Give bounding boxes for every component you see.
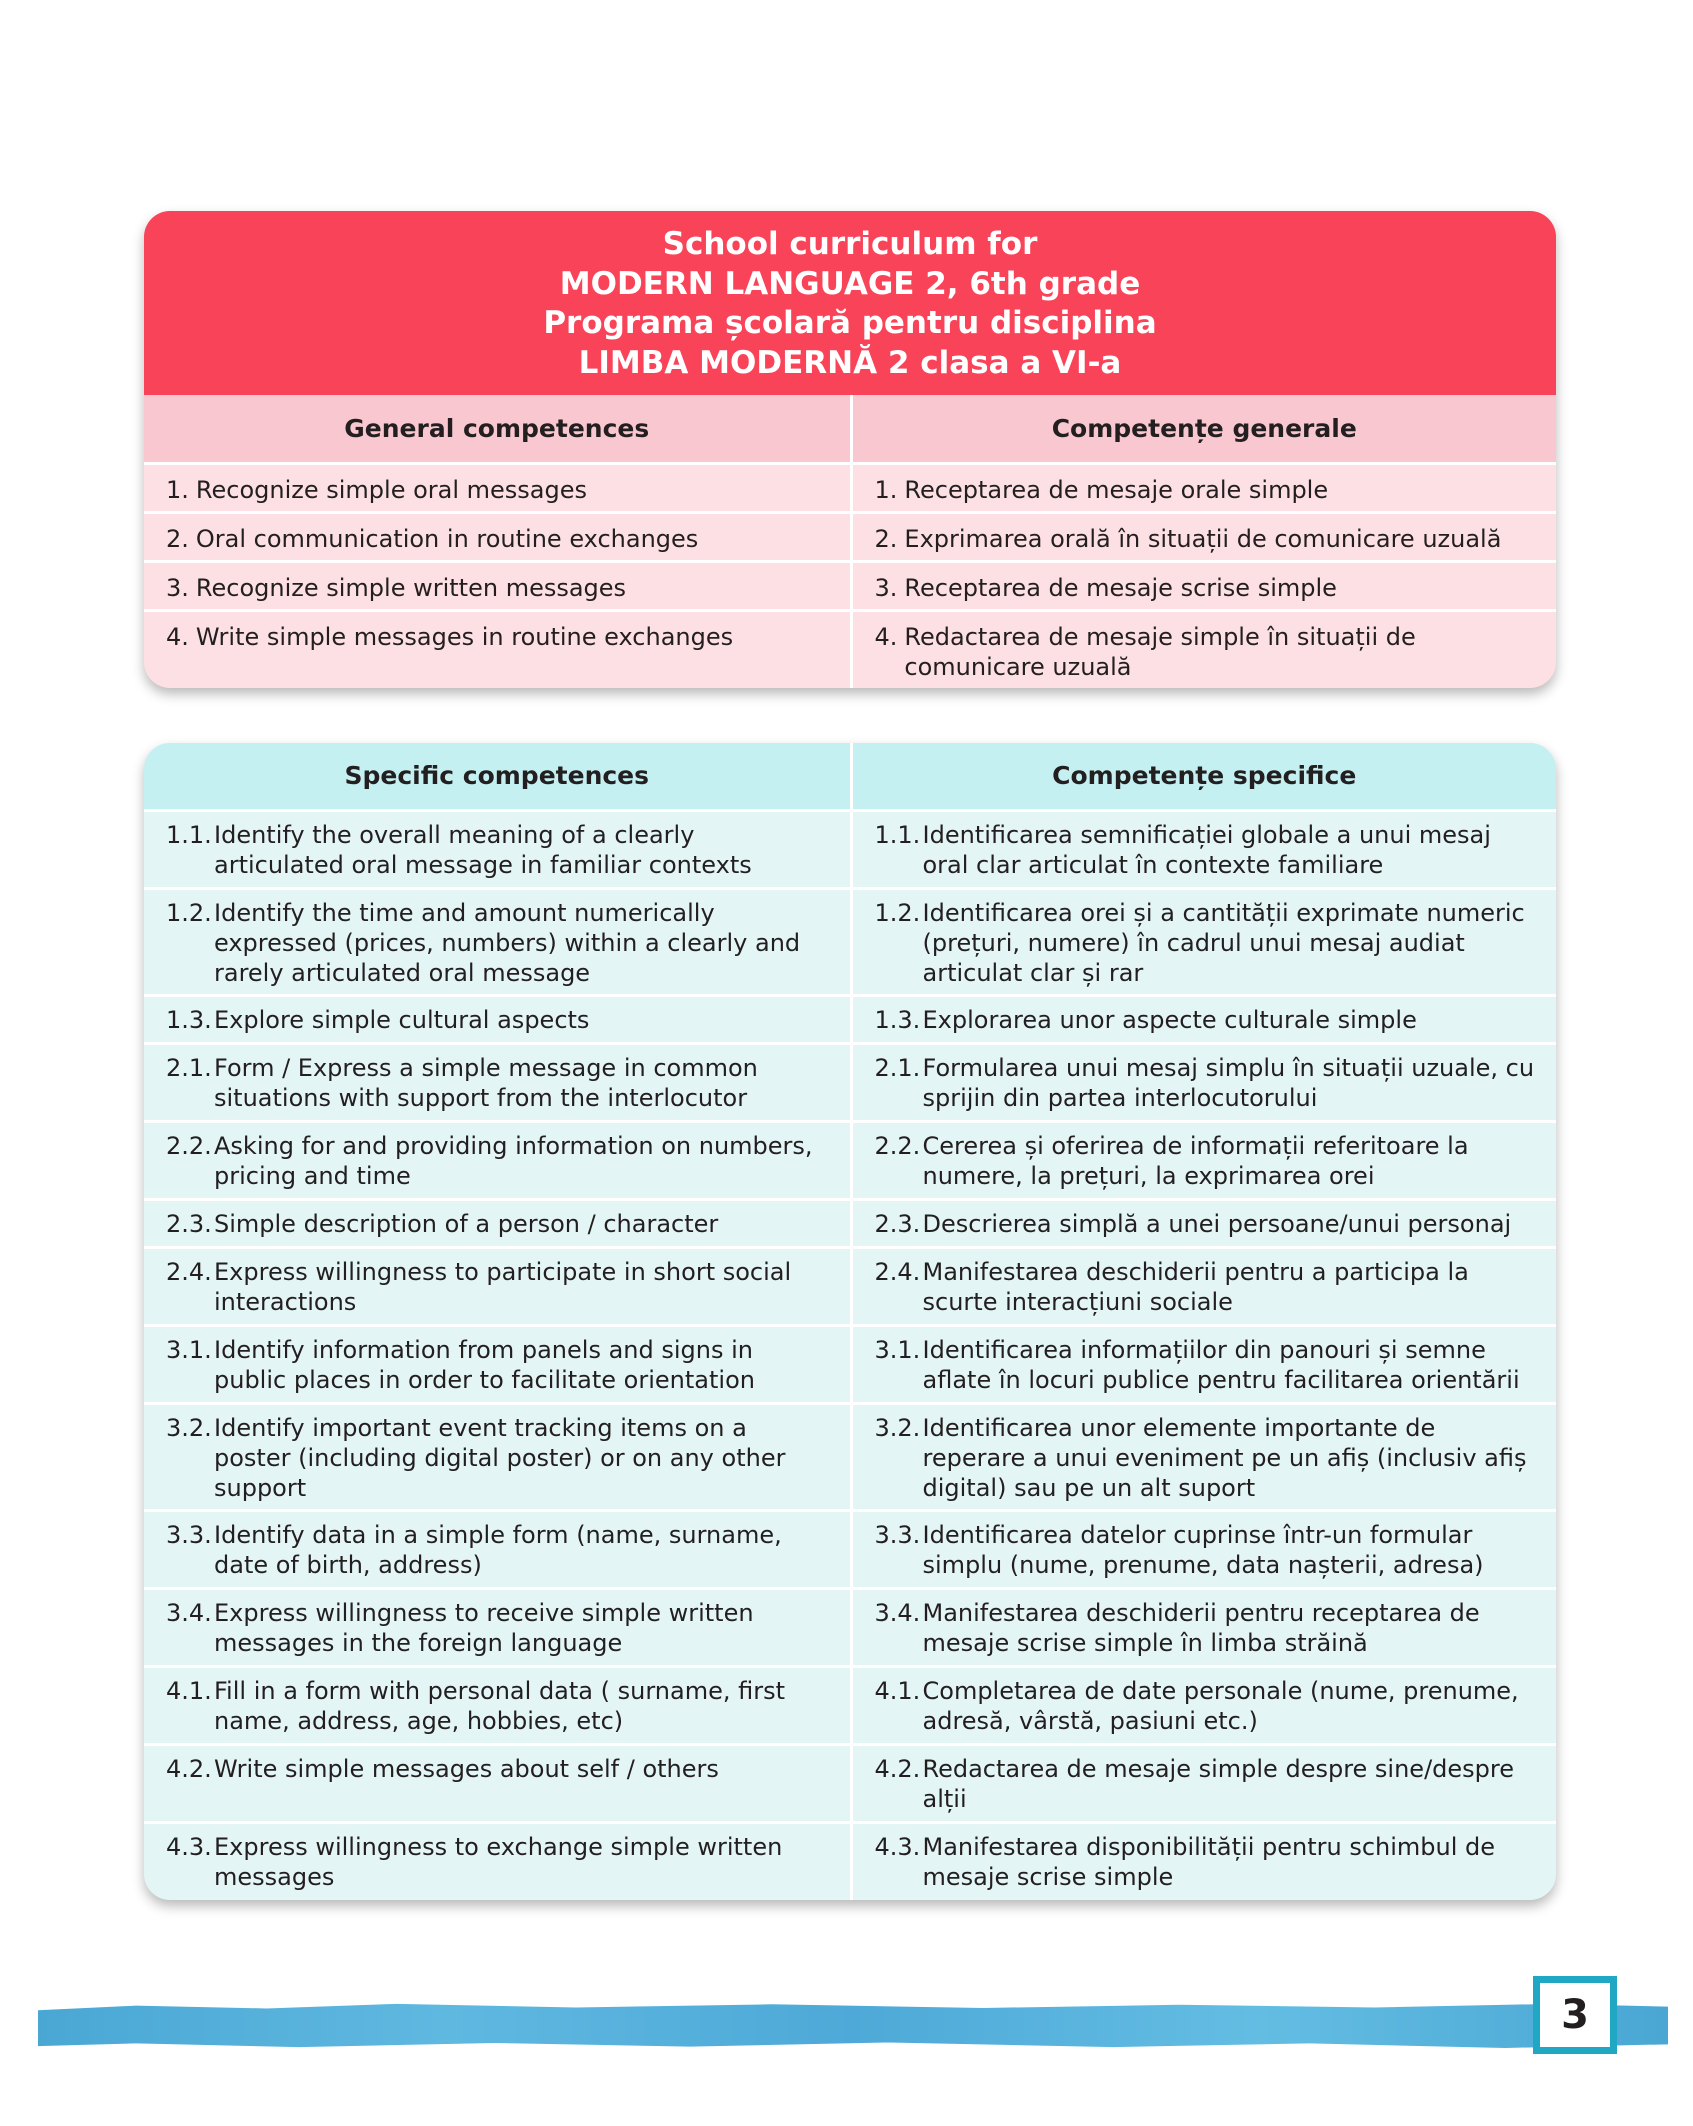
competence-ro: Descrierea simplă a unei persoane/unui personaj: [922, 1209, 1512, 1238]
item-number: 2.4.: [166, 1257, 212, 1286]
page-number-box: [1533, 1976, 1617, 2054]
item-number: 1.: [874, 475, 898, 504]
competence-ro: Identificarea semnificației globale a unui mesaj oral clar articulat în contexte familiare: [922, 820, 1491, 879]
item-number: 3.3.: [166, 1520, 212, 1549]
item-number: 2.2.: [166, 1131, 212, 1160]
item-number: 2.1.: [166, 1053, 212, 1082]
item-number: 3.: [874, 573, 898, 602]
competence-ro: Receptarea de mesaje orale simple: [904, 475, 1329, 504]
competence-ro: Identificarea unor elemente importante de reperare a unui eveniment pe un afiș (inclusiv afiș digital) sau pe un alt suport: [922, 1413, 1527, 1502]
item-number: 2.: [166, 524, 189, 553]
item-number: 1.1.: [874, 820, 921, 849]
column-header-ro: Competențe generale: [851, 395, 1556, 463]
item-number: 1.1.: [166, 820, 212, 849]
item-number: 4.1.: [166, 1676, 212, 1705]
title-line: School curriculum for: [662, 226, 1038, 262]
competence-en: Identify data in a simple form (name, surname, date of birth, address): [214, 1520, 782, 1579]
competence-ro: Identificarea orei și a cantității exprimate numeric (prețuri, numere) în cadrul unui mesaj audiat articulat clar și rar: [922, 898, 1525, 987]
competence-ro: Identificarea datelor cuprinse într-un formular simplu (nume, prenume, data nașterii, adresa): [922, 1520, 1484, 1579]
table-row: [144, 1403, 1556, 1510]
table-row: [144, 1744, 1556, 1822]
competence-en: Recognize simple oral messages: [195, 475, 588, 504]
specific-competences-card: [144, 743, 1556, 1900]
table-row: [144, 1510, 1556, 1588]
general-competences-table: [144, 395, 1556, 688]
column-header-en: General competences: [144, 395, 851, 463]
table-row: [144, 561, 1556, 610]
item-number: 3.1.: [874, 1335, 921, 1364]
item-number: 3.2.: [874, 1413, 921, 1442]
title-line: Programa școlară pentru disciplina: [543, 305, 1157, 341]
item-number: 3.1.: [166, 1335, 212, 1364]
table-row: [144, 1325, 1556, 1403]
item-number: 1.2.: [874, 898, 921, 927]
table-row: [144, 888, 1556, 995]
table-row: [144, 463, 1556, 512]
competence-ro: Explorarea unor aspecte culturale simple: [922, 1005, 1417, 1034]
general-competences-card: [144, 211, 1556, 688]
competence-en: Recognize simple written messages: [195, 573, 627, 602]
item-number: 2.: [874, 524, 898, 553]
competence-ro: Exprimarea orală în situații de comunicare uzuală: [904, 524, 1502, 553]
competence-en: Write simple messages about self / others: [214, 1754, 719, 1783]
competence-en: Identify the overall meaning of a clearly articulated oral message in familiar contexts: [214, 820, 752, 879]
title-line: MODERN LANGUAGE 2, 6th grade: [559, 265, 1141, 302]
item-number: 2.3.: [874, 1209, 921, 1238]
item-number: 1.2.: [166, 898, 212, 927]
table-row: [144, 1121, 1556, 1199]
table-row: [144, 1588, 1556, 1666]
table-row: [144, 1247, 1556, 1325]
item-number: 1.3.: [874, 1005, 921, 1034]
table-row: [144, 1822, 1556, 1900]
competence-en: Write simple messages in routine exchanges: [195, 622, 734, 651]
item-number: 3.4.: [166, 1598, 212, 1627]
table-row: [144, 512, 1556, 561]
item-number: 4.3.: [166, 1832, 212, 1861]
title-line: LIMBA MODERNĂ 2 clasa a VI-a: [578, 344, 1122, 381]
table-row: [144, 1199, 1556, 1247]
item-number: 4.1.: [874, 1676, 921, 1705]
competence-ro: Manifestarea deschiderii pentru a participa la scurte interacțiuni sociale: [922, 1257, 1469, 1316]
competence-en: Fill in a form with personal data ( surname, first name, address, age, hobbies, etc): [214, 1676, 785, 1735]
competence-en: Oral communication in routine exchanges: [195, 524, 699, 553]
competence-ro: Manifestarea disponibilității pentru schimbul de mesaje scrise simple: [922, 1832, 1496, 1891]
item-number: 1.: [166, 475, 189, 504]
competence-en: Express willingness to participate in short social interactions: [214, 1257, 792, 1316]
item-number: 3.4.: [874, 1598, 921, 1627]
competence-en: Simple description of a person / character: [214, 1209, 719, 1238]
competence-ro: Redactarea de mesaje simple despre sine/despre alții: [922, 1754, 1515, 1813]
column-header-en: Specific competences: [144, 743, 851, 810]
item-number: 3.: [166, 573, 189, 602]
competence-ro: Manifestarea deschiderii pentru receptarea de mesaje scrise simple în limba străină: [922, 1598, 1480, 1657]
item-number: 4.2.: [166, 1754, 212, 1783]
table-row: [144, 810, 1556, 888]
competence-en: Form / Express a simple message in common situations with support from the interlocutor: [214, 1053, 758, 1112]
competence-en: Asking for and providing information on numbers, pricing and time: [214, 1131, 813, 1190]
item-number: 4.3.: [874, 1832, 921, 1861]
competence-ro: Redactarea de mesaje simple în situații de comunicare uzuală: [904, 622, 1416, 681]
item-number: 2.1.: [874, 1053, 921, 1082]
item-number: 2.2.: [874, 1131, 921, 1160]
table-row: [144, 610, 1556, 688]
table-row: [144, 995, 1556, 1043]
table-row: [144, 1043, 1556, 1121]
item-number: 1.3.: [166, 1005, 212, 1034]
table-row: [144, 1666, 1556, 1744]
competence-ro: Cererea și oferirea de informații referitoare la numere, la prețuri, la exprimarea orei: [922, 1131, 1469, 1190]
competence-ro: Formularea unui mesaj simplu în situații uzuale, cu sprijin din partea interlocutorului: [922, 1053, 1535, 1112]
competence-ro: Completarea de date personale (nume, prenume, adresă, vârstă, pasiuni etc.): [922, 1676, 1519, 1735]
competence-en: Identify important event tracking items on a poster (including digital poster) or on any other support: [214, 1413, 786, 1502]
item-number: 4.: [874, 622, 898, 651]
competence-en: Identify information from panels and signs in public places in order to facilitate orientation: [214, 1335, 755, 1394]
item-number: 3.2.: [166, 1413, 212, 1442]
competence-ro: Receptarea de mesaje scrise simple: [904, 573, 1337, 602]
item-number: 2.3.: [166, 1209, 212, 1238]
competence-ro: Identificarea informațiilor din panouri și semne aflate în locuri publice pentru facilitarea orientării: [922, 1335, 1520, 1394]
item-number: 3.3.: [874, 1520, 921, 1549]
column-header-ro: Competențe specifice: [851, 743, 1556, 810]
item-number: 4.: [166, 622, 189, 651]
item-number: 4.2.: [874, 1754, 921, 1783]
page-number: 3: [1561, 1992, 1589, 2038]
specific-competences-table: [144, 743, 1556, 1900]
competence-en: Identify the time and amount numerically expressed (prices, numbers) within a clearly and rarely articulated oral message: [214, 898, 801, 987]
competence-en: Express willingness to exchange simple written messages: [214, 1832, 783, 1891]
footer-brush-stroke: [38, 2002, 1668, 2048]
item-number: 2.4.: [874, 1257, 921, 1286]
competence-en: Explore simple cultural aspects: [214, 1005, 590, 1034]
competence-en: Express willingness to receive simple written messages in the foreign language: [214, 1598, 754, 1657]
curriculum-title: [144, 211, 1556, 395]
